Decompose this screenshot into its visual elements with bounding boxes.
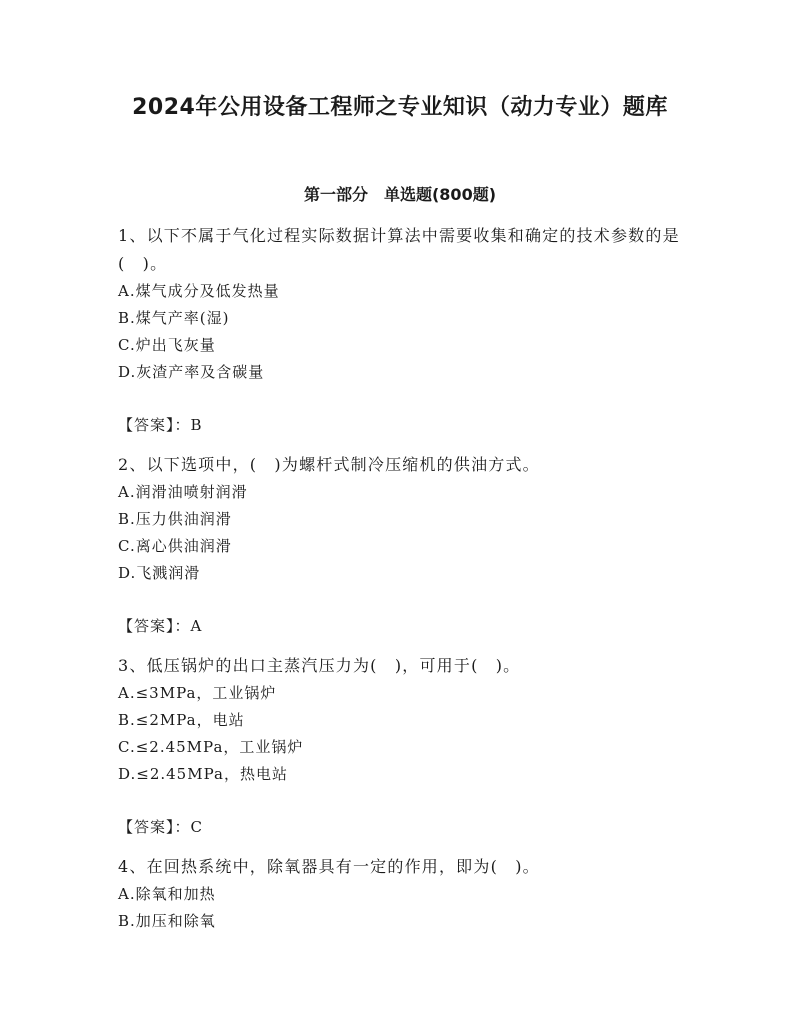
question-text: 3、低压锅炉的出口主蒸汽压力为( )，可用于( )。 [118,656,521,675]
document-title: 2024年公用设备工程师之专业知识（动力专业）题库 [132,95,668,120]
option-b: B.加压和除氧 [118,912,216,930]
option-b: B.≤2MPa，电站 [118,711,245,729]
option-d: D.飞溅润滑 [118,564,201,582]
option-d: D.≤2.45MPa，热电站 [118,765,288,783]
question-4 [118,853,688,935]
section-title: 第一部分 单选题(800题) [303,185,497,204]
option-b: B.压力供油润滑 [118,510,232,528]
answer-value: A [190,617,203,635]
question-text: 2、以下选项中，( )为螺杆式制冷压缩机的供油方式。 [118,455,540,474]
option-d: D.灰渣产率及含碳量 [118,363,265,381]
answer-line [118,612,688,640]
question-1 [118,222,688,439]
option-a: A.润滑油喷射润滑 [118,483,248,501]
answer-value: B [190,416,203,434]
question-2 [118,451,688,640]
option-c: C.离心供油润滑 [118,537,232,555]
answer-line [118,411,688,439]
question-text: 4、在回热系统中，除氧器具有一定的作用，即为( )。 [118,857,540,876]
answer-label: 【答案】： [118,617,191,635]
question-3 [118,652,688,841]
question-list [118,222,688,935]
option-a: A.除氧和加热 [118,885,216,903]
question-text: 1、以下不属于气化过程实际数据计算法中需要收集和确定的技术参数的是( )。 [118,226,680,273]
option-c: C.≤2.45MPa，工业锅炉 [118,738,304,756]
answer-value: C [190,818,203,836]
option-a: A.≤3MPa，工业锅炉 [118,684,277,702]
answer-label: 【答案】： [118,818,191,836]
option-c: C.炉出飞灰量 [118,336,216,354]
answer-line [118,813,688,841]
option-a: A.煤气成分及低发热量 [118,282,280,300]
answer-label: 【答案】： [118,416,191,434]
option-b: B.煤气产率(湿) [118,309,230,327]
